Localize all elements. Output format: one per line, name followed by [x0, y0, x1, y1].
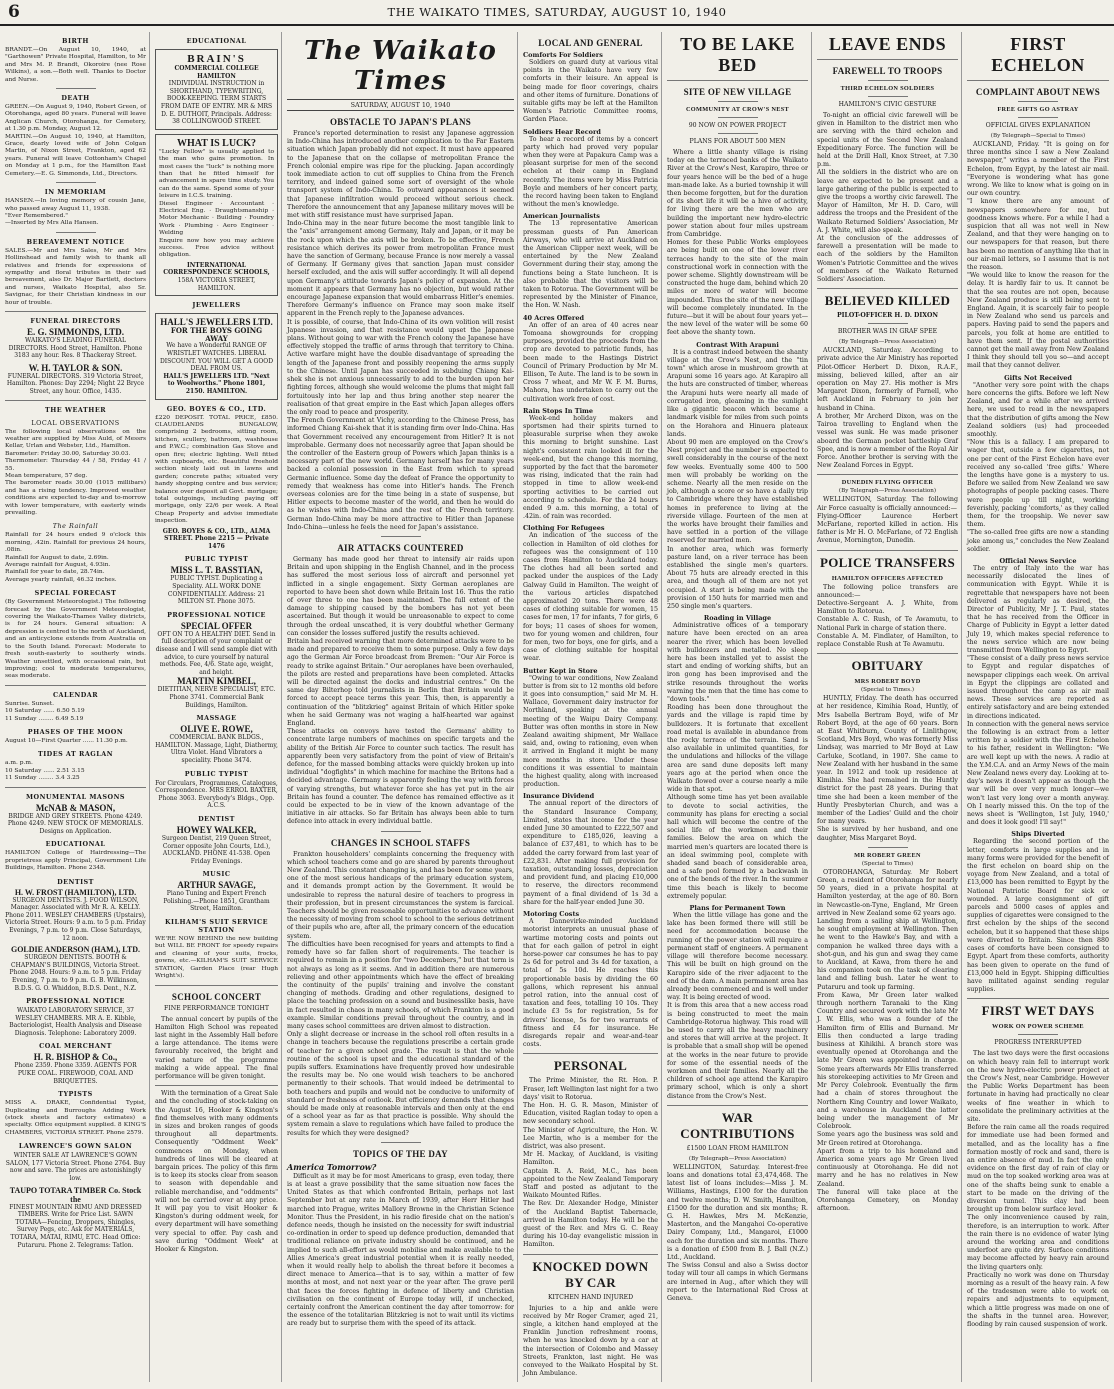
- personal-text: The Prime Minister, the Rt. Hon. P. Fraser, left Wellington last night for a two days' visit to Rotorua. The Hon. H. G. R. Mason, Minister of Education, visited Raglan today to open a new secondary school. The Minister of Agriculture, the Hon. W. Lee Martin, who is a member for the district, was also present. Mr H. Mackay, of Auckland, is visiting Hamilton. Captain R. A. Reid, M.C., has been appointed to the New Zealand Temporary Staff and posted as adjutant to the Waikato Mounted Rifles. The Rev. Dr. Alexander Hodge, Minister of the Auckland Baptist Tabernacle, arrived in Hamilton today. He will be the guest of the Rev. and Mrs G. C. Reay during his 10-day evangelistic mission in Hamilton.: [523, 1077, 658, 1249]
- divider: [56, 182, 96, 183]
- item-heading: Soldiers Hear Record: [523, 127, 601, 136]
- dunedin-headline: DUNEDIN FLYING OFFICER: [841, 479, 934, 487]
- column-leave-ends: [814, 32, 962, 1382]
- war-contributions-text: WELLINGTON, Saturday. Interest-free loans and donations total £3,474,468. The latest list of loans includes:—Miss J. M. Williams, Hastings, £100 for the duration and twelve months; D. W. Smith, Hamilton, £1500 for the duration and six months; R. G. H. Hawkes, Mrs M. McKenzie, Masterton, and the Mangahoi Co-operative Dairy Company, Ltd., Mangaroi, £1000 each for the duration and six months. There is a donation of £500 from B. J. Ball (N.Z.) Ltd., Auckland. The Swiss Consul and also a Swiss doctor today will tour all camps in which Germans are interned in Aug., after which they will report to the International Red Cross at Geneva.: [667, 1163, 808, 1302]
- jeweller-address: HALL'S JEWELLERS LTD. "Next to Woolworths." Phone 1801, 2150. HAMILTON.: [163, 372, 270, 395]
- knocked-down-subheading: KITCHEN HAND INJURED: [547, 1293, 634, 1301]
- leave-ends-headline: LEAVE ENDS: [828, 34, 947, 54]
- editorial-headline: OBSTACLE TO JAPAN'S PLANS: [329, 117, 472, 127]
- editorial-text: Germany has made good her threat to intensify air raids upon Britain and upon shipping in the English Channel, and in the process has suffered the most serious loss of aircraft and personnel yet inflicted in a single engagement. Sixty German aeroplanes are reported to have been shot down while Britain lost 16. Thus the ratio of over three to one has been maintained. The full extent of the damage to shipping caused by the bombers has not yet been ascertained. But though it would be unreasonable to expect to come through the ordeal unscathed, it is very doubtful whether Germany can consider the losses suffered justify the results achieved. Britain had received warning that more determined attacks were to be made and prepared to receive them to some purpose. Only a few days ago the German Air Force broadcast from Bremen: "Our Air Force is ready to strike against Britain." Our aeroplanes have been overhauled, the pilots are rested and preparations have been completed. Attacks will be directed against the docks and industrial centres." On the same day Bilterhop told journalists in Berlin that Britain would be forced to accept peace terms this year. This, then, is apparently a continuation of the "blitzkrieg" against Britain of which Hitler spoke when he said Germany was not waging a half-hearted war against England. These attacks on convoys have tested the Germans' ability to concentrate large numbers of machines on specific targets and the ability of the British Air Force to counter such tactics. The result has apparently been very satisfactory from the point of view of Britain's defence, for the massed bombing attacks were quickly broken up into individual "dogfights" in which machine for machine the Britons had a decided advantage. Germany is apparently feeling the way with forces of varying strengths, but whatever force she has yet put in the air Britain has found a counter. The defence has remained effective as it could be expected to be in view of the known advantage of the initiative in air attacks. So far Britain has always been able to turn defence into attack in every individual battle.: [287, 555, 514, 826]
- column-lake-bed: [664, 32, 812, 1382]
- offer-title: SPECIAL OFFER: [180, 620, 253, 631]
- monument-ad-title: McNAB & MASON,: [35, 802, 116, 813]
- divider: [868, 80, 908, 81]
- item-heading: American Journalists: [523, 212, 600, 221]
- public-typist-heading: PUBLIC TYPIST: [184, 769, 249, 778]
- obituary-text: HUNTLY, Friday. The death has occurred at her residence, Kimihia Road, Huntly, of Mrs Isabella Bertram Boyd, wife of Mr Robert Boyd, at the age of 60 years. Born at East Whitburn, County of Linlithgow, Scotland, Mrs Boyd, who was formerly Miss Lindsay, was married to Mr Boyd at Law Carluke, Scotland, in 1907. She came to New Zealand with her husband in the same year. In 1912 and took up residence at Kimihia. She had remained in the Huntly district for the past 28 years. During that time she had been a keen member of the Huntly Presbyterian Church, and was a member of the Ladies' Guild and the choir for many years. She is survived by her husband, and one daughter, Miss Margaret Boyd.: [817, 695, 958, 842]
- item-text: An offer of an area of 40 acres near Tomoana showgrounds for cropping purposes, provided the proceeds from the crop are devoted to patriotic funds, has been made to the Hastings District Council of Primary Production by Mr M. Ellison, Te Aute. The land is to be sown in Cross 7 wheat, and Mr W. F. M. Burns, Mahora, has undertaken to carry out the cultivation work free of cost.: [523, 321, 658, 403]
- divider: [523, 1254, 658, 1255]
- divider: [381, 1142, 421, 1143]
- personal-headline: PERSONAL: [553, 1058, 628, 1074]
- item-heading: 40 Acres Offered: [523, 313, 585, 322]
- page-number: 6: [8, 2, 20, 22]
- memoriam-heading: IN MEMORIAM: [44, 188, 107, 197]
- brains-title: BRAIN'S: [187, 53, 246, 65]
- weather-heading: THE WEATHER: [44, 405, 107, 414]
- press-byline: (By Telegraph—Press Association): [838, 488, 937, 495]
- concert-headline: SCHOOL CONCERT: [171, 991, 262, 1002]
- divider: [718, 133, 758, 134]
- birth-heading: BIRTH: [62, 37, 89, 45]
- brains-subtitle: COMMERCIAL COLLEGE HAMILTON: [174, 65, 259, 80]
- column-first-echelon: [964, 32, 1112, 1382]
- editorial-text: France's reported determination to resist any Japanese aggression in Indo-China has introduced another complication to the Far Eastern situation which Japan probably did not expect. It must have appeared to the Japanese that on the collapse of metropolitan France the French colonial empire was ripe for the plucking. Japan accordingly took immediate action to cut off supplies to China from the French territory, and indeed gained some sort of oversight of the whole transport system of Indo-China. To outward appearances it seemed that Japanese infiltration would proceed without serious check. Therefore the announcement that any Japanese military moves will be met with stiff resistance must have surprised Japan. Indo-China may in the near future become the most tangible link to the "axis" arrangement among Germany, Italy and Japan, or it may be the rock upon which the axis will be broken. To be effective, French resistance which derives its power from metropolitan France must have the sanction of Germany, because France is now merely a vassal of Germany. If Germany gives that sanction Japan must consider herself excluded, and the axis will suffer accordingly. It will all depend upon Germany's attitude towards Japan's policy of expansion. At the moment it appears that Germany has no objection, but would rather encourage Japanese expansion that would embarrass Hitler's enemies. Therefore Germany's influence on France may soon make itself apparent in the French reply to the Japanese advances. It is possible, of course, that Indo-China of its own volition will resist Japanese invasion, and that resistance would upset the Japanese plans. Without going to war with the French colony the Japanese have effectively stopped the traffic of arms through that territory to China. Active warfare might have the double disadvantage of spreading the length of the Japanese front and possibly reopening the arms supply to the Chinese. Until Japan has succeeded in subduing Chiang Kai-shek she is not anxious unnecessarily to add to the burden upon her fighting forces, although she would welcome the plums that might fall fortuitously into her lap and thus bring another step nearer the realisation of that great empire in the East which Japan alleges offers the only road to peace and prosperity. The French Government at Vichy, according to the Chinese Press, has informed Chiang Kai-shek that it is standing firm over Indo-China. Has that Government received any encouragement from Hitler? It is not improbable. Germany does not necessarily agree that Japan should be the controller of the Eastern group of Powers which Japan thinks is a necessary part of the new world. Germany herself has for many years backed a colonial possession in the East from which to spread Germanic influence. Some day the defeat of France the opportunity to remedy that weakness has come into Hitler's hands. The French overseas colonies are for the time being in a state of suspense, but Hitler expects to become master of the world, and then he would do as he wishes with Indo-China and the rest of the French territory. German Indo-China may be more attractive to Hitler than Japanese Indo-China—unless he feels the need for Japan's assistance.: [287, 130, 514, 531]
- lake-bed-text: When the little village has gone and the lake has been formed there will still be need for accommodation because the running of the power station will require a permanent staff of engineers. A permanent village will therefore become necessary. This will be built on high ground on the Karapiro side of the river adjacent to the end of the dam. A main permanent area has already been commenced and is well under way. It is being erected of wood. It is from this area that a new access road is being constructed to meet the main Cambridge-Rotorua highway. This road will be used to carry all the heavy machinery and stores that will arrive at the project. It is probable that a small shop will be opened at the works in the near future to provide for some of the essential needs of the workmen and their families. Nearly all the children of school age attend the Karapiro primary school, which is only a short distance from the Crow's Nest.: [667, 912, 808, 1100]
- divider: [155, 985, 278, 986]
- editorial-date: SATURDAY, AUGUST 10, 1940: [287, 99, 514, 111]
- tides-heading: TIDES AT RAGLAN: [37, 750, 114, 759]
- divider: [5, 787, 146, 788]
- lake-bed-subheadline: SITE OF NEW VILLAGE: [683, 87, 792, 97]
- divider: [718, 101, 758, 102]
- divider: [718, 117, 758, 118]
- divider: [967, 998, 1109, 999]
- divider: [381, 831, 421, 832]
- dentist-heading: DENTIST: [57, 877, 94, 886]
- salon-text: WINTER SALE AT LAWRENCE'S GOWN SALON, 177 Victoria Street. Phone 2764. Buy now and save. The prices are astonishingly low.: [5, 1152, 146, 1183]
- calendar-text: Sunrise. Sunset. 10 Saturday ...... 6.50 5.19 11 Sunday ........ 6.49 5.19: [5, 700, 85, 722]
- believed-killed-text: AUCKLAND, Saturday. According to private advice the Air Ministry has reported Pilot-Officer Herbert D. Dixon, R.A.F., missing, believed killed, after an air operation on May 27. His mother is Mrs Margaret Dixon, formerly of Parnell, who left Auckland in February to join her husband in China. A brother, Mr Archerd Dixon, was on the Tairoa travelling to England when the vessel was sunk. He was made prisoner aboard the German pocket battleship Graf Spee, and is now a member of the Royal Air Force. Another brother is serving with the New Zealand Forces in Egypt.: [817, 347, 958, 470]
- lake-bed-deck: COMMUNITY AT CROW'S NEST: [685, 106, 790, 113]
- obituary-subheading: MRS ROBERT BOYD: [854, 678, 921, 686]
- believed-killed-headline: BELIEVED KILLED: [824, 293, 951, 309]
- monument-heading: MONUMENTAL MASONS: [25, 792, 126, 801]
- rainfall-subheading: The Rainfall: [52, 522, 99, 531]
- first-echelon-text: Regarding the second portion of the letter, comforts in large supplies and in many forms were provided for the benefit of the first echelon on board ship on the voyage from New Zealand, and a total of £13,000 has been remitted to Egypt by the National Patriotic Board for sick or wounded. A large consignment of gift parcels and 5000 cases of apples and supplies of cigarettes were consigned to the first echelon by the ships of the second echelon, but it so happened that these ships were diverted to Britain. Since then 880 cases of comforts have been consigned to Egypt. Apart from these comforts, authority has been given to operate on the fund of £13,000 held in Egypt. Shipping difficulties have militated against sending regular supplies.: [967, 838, 1109, 994]
- first-echelon-deck: OFFICIAL GIVES EXPLANATION: [985, 122, 1091, 129]
- ics-title: INTERNATIONAL CORRESPONDENCE SCHOOLS,: [163, 261, 270, 277]
- section-subheading: Ships Diverted: [1011, 830, 1065, 839]
- funeral-ad-title: E. G. SIMMONDS, LTD.: [27, 326, 124, 337]
- music-text: Piano Tuning and Expert French Polishing.—Phone 1851, Grantham Street, Hamilton.: [163, 890, 270, 913]
- newspaper-nameplate: The Waikato Times: [304, 36, 497, 96]
- death-notice: GREEN.—On August 9, 1940, Robert Green, of Otorohanga, aged 80 years. Funeral will leave Anglican Church, Otorohanga, for Cemetery, at 1.30 p.m. Monday, August 12. MARTIN.—On August 10, 1940, at Hamilton, Grace, dearly loved wife of John Colgan Martin, of Nixon Street, Frankton, aged 62 years. Funeral will leave Cottonham's Chapel on Monday at 1 p.m., for the Hamilton East Cemetery.—E. G. Simmonds, Ltd., Directors.: [5, 104, 146, 177]
- divider: [56, 232, 96, 233]
- weather-subheading: LOCAL OBSERVATIONS: [31, 418, 120, 427]
- first-wet-days-text: The last two days were the first occasions on which heavy rain fell to interrupt work on the new hydro-electric power project at the Crow's Nest, near Cambridge. However the Public Works Department has been fortunate in having had practically no clear weeks of fine weather in which to consolidate the preliminary activities at the site. Before the rain came all the roads required for immediate use had been formed and metalled, and as the locality has a fine formation mostly of rock and sand, there is an entire absence of mud. In fact the only evidence on the first day of rain of clay or mud on the top soaked working area was at one of the shafts being sunk to enable a start to be made on the driving of the diversion tunnel. This clay had been brought up from below surface level. The only inconvenience caused by rain, therefore, is an interruption to work. After the rain there is no evidence of water lying around the working area and conditions underfoot are quite dry. Surface conditions may become affected by heavy rain around the living quarters only. Practically no work was done on Thursday morning as a result of the heavy rain. A few of the tradesmen were able to work on repairs and adjustments to equipment, which a little progress was made on one of the shafts in the tunnel area. However, flooding by rain caused suspension of work.: [967, 1050, 1109, 1329]
- lake-bed-text: Administrative offices of a temporary nature have been erected on an area nearer the river, which has been levelled with bulldozers and metalled. No sleep here has been installed yet to assist the start and ending of working shifts, but an iron gong has been improvised and the strike resounds throughout the works warning the men that the time has come to "down tools." Roading has been done throughout the yards and the village is rapid time by bulldozers. It is fortunate that excellent road metal is available in abundance from the rocky terrace of the terrain. Sand is also available in unlimited quantities, for the undulations and hillocks of the village area are sand dune deposits left many years ago at the period when once the Waikato flowed over a course nearly a mile wide in that spot. Although some time has yet been available to devote to social activities, the community has plans for erecting a social hall which will become the centre of the social life of the workmen and their families. Below the area on which the married men's quarters are located there is an ideal swimming pool, complete with shaded sand beach of considerable area, and a safe pool formed by a backwash in one of the bends of the river. In the summer time this beach is likely to become extremely popular.: [667, 622, 808, 900]
- knocked-down-headline: KNOCKED DOWN BY CAR: [532, 1258, 649, 1290]
- column-advertisements: [152, 32, 282, 1382]
- item-heading: Butter Kept in Store: [523, 666, 598, 675]
- local-general-headline: LOCAL AND GENERAL: [538, 38, 643, 48]
- dentist-ad-text: SURGEON DENTISTS. J. FOOD WILSON, Manager. Associated with Mr R. A. KELLY. Phone 2011. WESLEY CHAMBERS (Upstairs), Victoria Street. Hours: 9 a.m. to 5 p.m. Friday Evenings, 7 p.m. to 9 p.m. Close Saturdays, 12 noon.: [5, 896, 146, 942]
- obituary-headline: OBITUARY: [851, 658, 924, 674]
- music-heading: MUSIC: [202, 870, 231, 879]
- first-echelon-subheadline: COMPLAINT ABOUT NEWS: [975, 87, 1101, 97]
- dentist-ad-text: SURGEON DENTISTS. BOOTH & CHAPMAN'S BUILDINGS, Victoria Street. Phone 2048. Hours: 9 a.m. to 5 p.m. Friday Evening, 7 p.m. to 9 p.m. G. B. Wilkinson, B.D.S. G. O. Whiddon, B.D.S. Dent., N.Z.: [9, 954, 142, 992]
- divider: [523, 1053, 658, 1054]
- item-text: "Owing to war conditions, New Zealand butter is from six to 12 months old before it goes into consumption," said Mr M. H. Wallace, Government dairy instructor for Northland, speaking at the annual meeting of the Waipu Dairy Company. Butter was often months in store in New Zealand awaiting shipment, Mr Wallace said, and, owing to rationing, even when it arrived in England it might be many more months in store. Under these conditions it was essential to maintain the highest quality, along with increased production.: [523, 674, 658, 789]
- weather-text: The following local observations on the weather are supplied by Miss Auld, of Messrs Kellar, Urlan and Webster, Ltd., Hamilton. Barometer: Friday 30.00, Saturday 30.03. Thermometer: Thursday 44 / 58, Friday 41 / 55. Mean temperature, 57 deg. The barometer reads 30.00 (1015 millibars) and has a rising tendency. Improved weather conditions are expected to-day and to-morrow with lower temperature, with easterly winds prevailing.: [5, 428, 146, 516]
- tides-text: a.m. p.m. 10 Saturday ...... 2.51 3.15 11 Sunday ........ 3.4 3.25: [5, 760, 85, 782]
- editorial-headline: AIR ATTACKS COUNTERED: [337, 542, 464, 553]
- first-echelon-deck: FREE GIFTS GO ASTRAY: [997, 106, 1079, 113]
- funeral-ad-text: WAIKATO'S LEADING FUNERAL DIRECTORS. Hood Street, Hamilton. Phone 3183 any hour. Res. 8 Thackeray Street.: [8, 336, 143, 360]
- concert-subheading: FINE PERFORMANCE TONIGHT: [164, 1004, 269, 1012]
- divider: [967, 80, 1109, 81]
- divider: [5, 400, 146, 401]
- divider: [1018, 101, 1058, 102]
- jeweller-text: We have a Wonderful RANGE OF WRISTLET WATCHES. LIBERAL DISCOUNT. YOU WILL GET A GOOD DEAL FROM US.: [159, 342, 274, 373]
- special-byline: (Special to Times.): [860, 687, 915, 694]
- divider: [817, 474, 958, 475]
- divider: [155, 1085, 278, 1086]
- item-heading: Clothing For Refugees: [523, 524, 605, 533]
- professional-heading: PROFESSIONAL NOTICE: [26, 997, 125, 1006]
- divider: [381, 536, 421, 537]
- divider: [1018, 117, 1058, 118]
- first-echelon-text: AUCKLAND, Friday. "It is going on for three months since I saw a New Zealand newspaper," writes a member of the First Echelon, from Egypt, by the latest air mail. "Everyone is wondering what has gone wrong. We like to know what is going on in our own country. "I know there are any amount of newspapers somewhere for me, but goodness knows where. For a while I had a suspicion that all was not well in New Zealand, and that they were hanging on to our newspapers for that reason, but there has been no mention of anything like that in our air-mail letters, so I assume that is not the reason. "We would like to know the reason for the delay. It is hardly fair to us. It cannot be that the sea routes are not open, because New Zealand produce is still being sent to England. Again, it is scarcely fair to people in New Zealand who send us parcels and papers. Having paid to send the papers and parcels, you folk at home are entitled to have them sent. If the postal authorities cannot get the mail away from New Zealand I think they should tell you so—and accept mail that they cannot deliver.: [967, 141, 1109, 370]
- coal-ad-text: Phone 2359. Phone 3359. AGENTS FOR PUKE COAL. FIREWOOD, COAL AND BRIQUETTES.: [14, 1062, 137, 1085]
- item-heading: Motoring Costs: [523, 910, 580, 919]
- jeweller-name: HALL'S JEWELLERS LTD.: [160, 317, 273, 328]
- jeweller-slogan: FOR THE BOYS GOING AWAY: [170, 326, 263, 343]
- jewellers-heading: JEWELLERS: [192, 301, 241, 310]
- coal-heading: COAL MERCHANT: [39, 1042, 112, 1051]
- special-byline: (Special to Times): [861, 860, 914, 867]
- special-byline: (By Telegraph—Special to Times): [990, 133, 1086, 139]
- bereavement-notice: SALES.—Mr and Mrs Sales, Mr and Mrs Hollinshead and family wish to thank all relatives and friends for expressions of sympathy and floral tributes in their sad bereavement, also Dr. Major Bartlett, doctors and nurses, Waikato Hospital, also Sr. Savignac, for their Christian kindness in our hour of trouble.: [5, 247, 146, 306]
- ics-ad: [155, 134, 278, 296]
- boyes-address: GEO. BOYES & CO., LTD., ALMA STREET. Phone 2215 — Private 1476: [162, 527, 271, 550]
- kimbel-text: DIETITIAN, NERVE SPECIALIST, ETC. Phone 3741. Commercial Bank Buildings, Hamilton.: [157, 686, 276, 709]
- rainfall-text: Rainfall for 24 hours ended 9 o'clock this morning, .42in. Rainfall for previous 24 hours, .08in. Rainfall for August to date, 2.69in. Average rainfall for August, 4.93in. Rainfall for year to date, 28.74in. Average yearly rainfall, 46.32 inches.: [5, 532, 146, 583]
- educational-heading: EDUCATIONAL: [45, 840, 106, 849]
- divider: [817, 288, 958, 289]
- first-echelon-text: The entry of Italy into the war has necessarily dislocated the lines of communication with Egypt. While it is regrettable that newspapers have not been delivered as regularly as desired, the Director of Publicity, Mr J. T. Paul, states that he has received from the Officer in Charge of Publicity in Egypt a letter dated July 19, which makes special reference to the news service which are now being transmitted from Wellington to Egypt. "These consist of a daily press news service to Egypt and regular dispatches of newspaper clippings each week. On arrival in Egypt the clippings are collated and issued throughout the camp as air mail news. These services are reported as entirely satisfactory and are being extended in directions indicated. In connection with the general news service the following is an extract from a letter written by a soldier with the First Echelon to his father, resident in Wellington: "We are well kept up with the news. A radio at the Y.M.C.A. and an Army News of the main New Zealand news every day. Looking at to-day's news it doesn't appear as though the war will be over very much longer—we won't last very long over a month anyway. Oh I nearly missed this. On the top of the news sheet is 'Wellington, 1st July, 1940,' and does it look good! I'll say!": [967, 564, 1109, 827]
- ics-address: 158A VICTORIA STREET, HAMILTON.: [177, 277, 256, 292]
- war-contributions-headline: WAR CONTRIBUTIONS: [680, 1109, 795, 1141]
- item-text: Week-end holiday makers and sportsmen had their spirits turned to pleasurable surprise when they awoke this morning to bright sunshine. Last night's consistent rain looked ill for the week-end, but the change this morning, supported by the fact that the barometer was rising, indicated that the rain had stopped in time to allow week-end sporting activities to be carried out according to schedule. For the 24 hours ended 9 a.m. this morning, a total of .42in. of rain was recorded.: [523, 414, 658, 521]
- divider: [1018, 1034, 1058, 1035]
- knocked-down-text: Injuries to a hip and ankle were received by Mr Roger Cramer, aged 21, single, a kitchen hand employed at the Franklin Junction refreshment rooms, when he was knocked down by a car at the intersection of Colombo and Massey Streets, Frankton, last night. He was conveyed to the Waikato Hospital by St. John Ambulance.: [523, 1304, 658, 1378]
- divider: [868, 96, 908, 97]
- believed-killed-subheading: BROTHER WAS IN GRAF SPEE: [837, 328, 938, 336]
- item-text: An indication of the success of the collection in Hamilton of old clothes for refugees was the consignment of 110 cases from Hamilton to Auckland today. The clothes had all been sorted and packed under the auspices of the Lady Galway Guild in Hamilton. The weight of the various articles dispatched approximated 20 tons. There were 48 cases of clothing suitable for women, 15 cases for men, 17 for infants, 7 for girls, 6 for boys; 11 cases of shoes for women, two for young women and children, four for men, two for boys, one for girls, and a case of clothing suitable for hospital wear.: [523, 532, 658, 663]
- timber-ad-text: FINEST MOUNTAIN RIMU AND DRESSED TIMBERS. Write for Price List. SAWN TOTARA—Fencing, Droppers, Shingles, Survey Pegs, etc. Ask for MATERIALS, TOTARA, MATAI, RIMU, ETC. Head Office: Putaruru. Phone 2. Telegrams: Tatlon.: [9, 1203, 142, 1249]
- divider: [817, 653, 958, 654]
- section-subheading: Gifts Not Received: [1004, 373, 1072, 382]
- calendar-heading: CALENDAR: [52, 690, 99, 699]
- item-text: Soldiers on guard duty at various vital points in the Waikato have very few comforts in their leisure. An appeal is being made for floor coverings, chairs and other items of furniture. Donations of suitable gifts may be left at the Hamilton Women's Patriotic Committee rooms, Garden Place.: [523, 59, 658, 124]
- offer-text: OFT ON TO A HEALTHY DIET. Send in full description of your complaint or disease and I will send sample diet with advice, to cure yourself by natural methods. Fee, 4/6. State age, weight, and height.: [155, 630, 278, 676]
- police-transfers-subheading: HAMILTON OFFICERS AFFECTED: [831, 574, 944, 582]
- dentist-ad-title: H. W. FROST (HAMILTON), LTD.: [14, 887, 137, 897]
- coal-ad-title: H. R. BISHOP & Co.,: [33, 1052, 118, 1063]
- obituary-text: OTOROHANGA, Saturday. Mr Robert Green, a resident of Otorohanga for nearly 50 years, died in a private hospital at Hamilton yesterday, at the age of 80. Born in Newcastle-on-Tyne, England, Mr Green arrived in New Zealand some 62 years ago. Landing from a sailing ship at Wellington, he sought employment at Wellington. Then he went to the Hawke's Bay, and with a companion he walked three days with a shot-gun, and his gun and swag they came to Auckland, at Kawa, from there he and his companion took on the task of clearing land and felling bush. Later he went to Putaruru and took up farming. From Kawa, Mr Green later walked through northern Taranaki to the King Country and secured work with the late Mr J. W. Ellis, who was a founder of the Hamilton firm of Ellis and Burnand. Mr Ellis then conducted a large trading business at Kihikihi. A branch store was eventually opened at Otorohanga and the late Mr Green was appointed in charge. Some years afterwards Mr Ellis transferred his storekeeping activities to Mr Green and Mr Percy Colebrook. Eventually the firm had a chain of stores throughout the Northern King Country and lower Waikato, and a warehouse in Auckland the latter being under the management of Mr Colebrook. Some years ago the business was sold and Mr Green retired at Otorohanga. Apart from a trip to his homeland and America some years ago Mr Green lived continuously at Otorohanga. He did not marry and he has no relatives in New Zealand. The funeral will take place at the Otorohanga Cemetery, on Monday afternoon.: [817, 868, 958, 1213]
- dentist-heading: DENTIST: [198, 814, 235, 823]
- memoriam-notice: HANSEN.—In loving memory of cousin Jane, who passed away August 11, 1938. "Ever Remembered." —Inserted by Mrs Alla Hansen.: [5, 198, 146, 227]
- divider: [5, 685, 146, 686]
- believed-killed-subheading: PILOT-OFFICER H. D. DIXON: [836, 312, 939, 320]
- dentist-ad-title: GOLDIE ANDERSON (HAM.), LTD.: [10, 945, 141, 955]
- sale-text: With the termination of a Great Sale and the concluding of stock-taking on the August 16, Hooker & Kingston's find themselves with many oddments in sizes and broken ranges of goods throughout all departments. Consequently "Oddment Week" commences on Monday, when hundreds of lines will be cleared at bargain prices. The policy of this firm is to keep its stocks clear from season to season with dependable and reliable merchandise, and "oddments" will not be carried over at any price. It will pay you to visit Hooker & Kingston's during oddment week, for every department will have something very special to offer. Pay cash and save during "Oddment Week" at Hooker & Kingston.: [155, 1090, 278, 1253]
- birth-notice: BRANDT.—On August 10, 1940, at "Garthowen" Private Hospital, Hamilton, to Mr and Mrs M. P. Brandt, Okoroire (nee Rose Wilkins), a son.—Both well. Thanks to Doctor and Nurse.: [5, 47, 146, 83]
- death-heading: DEATH: [61, 94, 90, 103]
- public-typist-heading: PUBLIC TYPIST: [184, 555, 249, 564]
- walker-title: HOWEY WALKER,: [176, 824, 257, 835]
- moon-text: August 10—First Quarter ...... 11.30 p.m.: [5, 737, 128, 744]
- monument-ad-text: BRIDGE AND GREY STREETS. Phone 4249. Phone 4249. NEW STOCK OF MEMORIALS. Designs on Application.: [7, 812, 144, 835]
- typist-heading: TYPISTS: [58, 1090, 93, 1099]
- forecast-subheading: SPECIAL FORECAST: [34, 589, 117, 598]
- funeral-ad-title: W. H. TAYLOR & SON.: [28, 362, 123, 373]
- item-text: The annual report of the directors of the Standard Insurance Company, Limited, states that income for the year ended June 30 amounted to £222,507 and expenditure to £185,026, leaving a balance of £37,481, to which has to be added the carry forward from last year of £22,831. After making full provision for taxation, outstanding losses, depreciation and provident fund, and placing £10,000 to reserve, the directors recommend payment of a final dividend of 1s 3d a share for the half-year ended June 30.: [523, 800, 658, 906]
- typist-name: MISS L. T. BASSTIAN,: [170, 565, 263, 576]
- lake-bed-text: It is a contrast indeed between the shanty village at the Crow's Nest, and the "tin town" which arose in mushroom growth at Arapuni some 16 years ago. At Karapiro all the huts are constructed of timber, whereas the Arapuni huts were nearly all made of corrugated iron, gleaming in the sunlight like a gigantic beacon which became a landmark visible for miles from such points on the Horahora and Hinuera plateaux lands. About 90 men are employed on the Crow's Nest project and the number is expected to swell considerably in the course of the next few weeks. Eventually some 400 to 500 men will probably be working on the scheme. Nearly all the men reside on the job, although a score or so have a daily trip to Cambridge where they have established homes in preference to living at the riverside village. Fourteen of the men at the works have brought their families and have settled in a portion of the village reserved for married men. In another area, which was formerly pasture land, on a river terrace has been established the single men's quarters. About 75 huts are already erected in this area, and though all of them are not yet occupied. A start is being made with the provision of 150 huts for married men and 250 single men's quarters.: [667, 348, 808, 610]
- first-echelon-text: "Another very sore point with the chaps here concerns the gifts. Before we left New Zealand, and for a while after we arrived here, we used to read in the newspapers that the distribution of gifts among the New Zealand soldiers (us) had proceeded smoothly. "Now this is a fallacy. I am prepared to wager that, outside a few cigarettes, not one per cent of the First Echelon have ever received any so-called 'free gifts.' Where the lengths have gone is a mystery to us. Before we sailed from New Zealand we saw photographs of people packing cases. There were people up till night, working feverishly, packing 'comforts,' as they called them, for the troopship. We never saw them. "The so-called free gifts are now a standing joke among us," concludes the New Zealand soldier.: [967, 381, 1109, 553]
- police-transfers-headline: POLICE TRANSFERS: [820, 554, 955, 570]
- brains-college-ad: [155, 49, 278, 130]
- educational-text: HAMILTON College of Hairdressing—The proprietress apply Principal, Government Life Buildings, Hamilton. Phone 2348.: [5, 850, 146, 872]
- press-byline: (By Telegraph—Press Association): [838, 339, 937, 346]
- halls-jewellers-ad: [155, 313, 278, 399]
- item-text: The 13 representative American pressman guests of Pan American Airways, who will arrive at Auckland on the American Clipper next week, will be entertained by the New Zealand Government during their stay, among the functions being a State luncheon. It is also probable that the visitors will be taken to Rotorua. The Government will be represented by the Minister of Finance, the Hon. W. Nash.: [523, 220, 658, 310]
- first-wet-days-subheading: WORK ON POWER SCHEME: [992, 1023, 1084, 1031]
- moon-heading: PHASES OF THE MOON: [27, 727, 124, 736]
- first-wet-days-headline: FIRST WET DAYS: [981, 1003, 1095, 1019]
- lake-bed-deck: PLANS FOR ABOUT 500 MEN: [689, 138, 786, 145]
- brains-text: INDIVIDUAL INSTRUCTION in SHORTHAND, TYPEWRITING, BOOK-KEEPING. TERM STARTS FROM DATE OF ENTRY. MR & MRS D. E. DUTHOIT, Principals. Address: 38 COLLINGWOOD STREET.: [160, 80, 273, 126]
- column-classifieds: [2, 32, 150, 1382]
- kimbel-title: MARTIN KIMBEL,: [177, 676, 256, 687]
- item-heading: Comforts For Soldiers: [523, 51, 603, 59]
- topics-headline: TOPICS OF THE DAY: [353, 1148, 448, 1159]
- divider: [868, 847, 908, 848]
- kilham-heading: KILHAM'S SUIT SERVICE STATION: [164, 918, 269, 935]
- leave-ends-text: To-night an official civic farewell will be given in Hamilton to the district men who are serving with the third echelon and special units of the Second New Zealand Expeditionary Force. The function will be held at the Drill Hall, Knox Street, at 7.30 p.m. All the soldiers in the district who are on leave are expected to be present and a large gathering of the public is expected to give the troops a worthy civic farewell. The Mayor of Hamilton, Mr H. D. Caro, will address the troops and the President of the Waikato Returned Soldiers' Association, Mr A. J. White, will also speak. At the conclusion of the addresses of farewell a presentation will be made to each of the soldiers by the Hamilton Women's Patriotic Committee and the wives of members of the Waikato Returned Soldiers' Association.: [817, 112, 958, 284]
- professional-text: WAIKATO LABORATORY SERVICE, 37 WESLEY CHAMBERS. MR A. E. Kibble, Bacteriologist, Health Analysis and Disease Diagnosis. Telephone: Laboratory 2009.: [9, 1007, 142, 1037]
- typist-text: PUBLIC TYPIST. Duplicating a Speciality. ALL WORK DONE CONFIDENTIALLY. Address: 21 MILTON ST. Phone 3075.: [167, 575, 266, 606]
- masthead: [0, 0, 1114, 26]
- obituary-subheading: MR ROBERT GREEN: [854, 851, 921, 859]
- timber-ad-title: TAUPO TOTARA TIMBER Co. Stock the: [9, 1185, 142, 1204]
- divider: [817, 550, 958, 551]
- police-transfers-text: The following police transfers are announced:— Detective-Sergeant A. J. White, from Hamilton to Rotorua. Constable A. C. Rush, of Te Awamutu, to National Park in charge of station there. Constable A. M. Findlater, of Hamilton, to replace Constable Rush at Te Awamutu.: [817, 583, 958, 648]
- column-local-general: [520, 32, 662, 1382]
- leave-ends-deck: HAMILTON'S CIVIC GESTURE: [838, 101, 937, 108]
- massage-title: OLIVE E. ROWE,: [180, 724, 253, 735]
- massage-heading: MASSAGE: [196, 714, 237, 723]
- walker-text: Surgeon Dentist, 219 Queen Street, Corner opposite John Courts, Ltd.), AUCKLAND. PHONE 41-538. Open Friday Evenings.: [161, 834, 272, 865]
- funeral-ad-text: FUNERAL DIRECTORS. 319 Victoria Street, Hamilton. Phones: Day 2294; Night 22 Bryce Street, any hour. Office, 1435.: [6, 372, 145, 395]
- section-subheading: Contrast With Arapuni: [696, 340, 779, 349]
- divider: [5, 311, 146, 312]
- item-heading: Rain Stops In Time: [523, 406, 594, 415]
- item-text: To hear a record of items by a concert party which had proved very popular when they were at Papakura Camp was a pleasant surprise for men of the second echelon at their camp in England recently. The items were by Miss Patricia Boyle and members of her concert party, the record having been taken to England without the men's knowledge.: [523, 135, 658, 209]
- boyes-heading: GEO. BOYES & CO., LTD.: [166, 404, 267, 413]
- leave-ends-deck: THIRD ECHELON SOLDIERS: [840, 85, 935, 92]
- item-heading: Insurance Dividend: [523, 792, 595, 801]
- topics-text: Difficult as it may be for most Americans to grasp, even today, there is at least a grave possibility that the same situation now faces the United States as that which confronted Britain, perhaps not last September but at any rate in March of 1939, after Herr Hitler had marched into Prague, writes Mallory Browne in the Christian Science Monitor. Thus the President, in his radio fireside chat on the nation's defence needs, though he insisted on the necessity for swift industrial co-ordination in order to speed up defence production, demanded that traditional reliance on private industry should be continued, and he implied to such all-effort as would mobilise and make available to the Allies America's great industrial potential when it is really needed, when it would really help to abolish the threat before it becomes a direct menace to America—that is to say, within a matter of few months at most, and not next year or the year after. The grave peril that faces the forces fighting in defence of liberty and Christian civilisation on the continent of Europe today will, if unchecked, certainly confront the American continent the day after tomorrow: for the essence of the totalitarian Blitzkrieg is not to wait until its victims are ready but to surprise them with the speed of its attack.: [287, 1172, 514, 1328]
- divider: [868, 323, 908, 324]
- lake-bed-text: Where a little shanty village is rising today on the terraced banks of the Waikato River at the Crow's Nest, Karapiro, three or four years hence will be the bed of a huge man-made lake. As a buried township it will then become forgotten, but for the duration of its short life it will be a hive of activity, for living there are the men who are building the important new hydro-electric power station about four miles upstream from Cambridge. Homes for these Public Works employees are being built on one of the lower river terraces handy to the site of the main constructional work in connection with the power scheme. Slightly downstream will be constructed the huge dam, behind which 20 miles or more of water will become impounded. Thus the site of the new village will become completely inundated. In the future—but it will be about four years yet—the new level of the water will be some 60 feet above the shanty town.: [667, 149, 808, 337]
- item-text: A Dannevirke-minded Auckland motorist interprets an unusual phase of wartime motoring costs and points out that for each gallon of petrol in eight horse-power car consumes he has to pay 2s 6d for petrol and 3s 4d for taxation, a total of 5s 10d. He reaches this proportionable basis by dividing the 60 gallons, which represent his annual petrol ration, into the annual cost of taxation and fees, totalling 10 10s. They include £3 5s for registration, 5s for drivers' license, 5s for two warrants of fitness and £4 for insurance. He disregards repair and wear-and-tear costs.: [523, 918, 658, 1049]
- educational-heading: EDUCATIONAL: [186, 37, 247, 45]
- lake-bed-deck: 90 NOW ON POWER PROJECT: [688, 122, 787, 129]
- typist-text: For Circulars, Programmes, Catalogues, Correspondence. MRS ERROL BAXTER, Phone 3063. Everybody's Bldgs., Opp. A.C.S.: [155, 779, 278, 810]
- professional-heading: PROFESSIONAL NOTICE: [167, 610, 266, 619]
- luck-text: "Lucky Fellow" is usually applied to the man who gains promotion. In most cases the "luck" is nothing more than that he fitted himself for advancement in spare time study. You can do the same. Spend some of your leisure in I.C.S. training. Diesel Engineer · Accountant · Electrical Eng. · Draughtsmanship · Motor Mechanic · Building · Foundry Work · Plumbing · Aero Engineer · Welding Enquire now how you may achieve success. Free advice without obligation.: [159, 148, 274, 259]
- divider: [817, 59, 958, 60]
- luck-title: WHAT IS LUCK?: [176, 137, 257, 149]
- leave-ends-subheadline: FAREWELL TO TROOPS: [832, 66, 943, 76]
- first-echelon-headline: FIRST ECHELON: [991, 34, 1085, 75]
- editorial-headline: CHANGES IN SCHOOL STAFFS: [330, 837, 471, 848]
- typist-text: MISS A. DRAKE, Confidential Typist, Duplicating and Burroughs Adding Work (stock sheets and factory estimates) a specialty. Office equipment supplied. 8 KING'S CHAMBERS, VICTORIA STREET. Phone 2579.: [5, 1100, 146, 1136]
- boyes-text: £220 DEPOSIT. TOTAL PRICE, £850. CLAUDELANDS BUNGALOW, comprising 2 bedrooms, sitting room, kitchen, scullery, bathroom, washhouse and P.W.C.; combination Gas Stove and open fire; electric lighting. Well fitted with cupboards, etc. Beautiful freehold section nicely laid out in lawns and garden; concrete paths; situated very handy shopping centre and bus service; balance over deposit all Govt. mortgage; total outgoings, including paying off mortgage, only 22/6 per week. A Real Cheap Property and advise immediate inspection.: [155, 414, 278, 525]
- lake-bed-headline: TO BE LAKE BED: [680, 34, 795, 75]
- salon-heading: LAWRENCE'S GOWN SALON: [18, 1142, 133, 1151]
- column-editorial: [284, 32, 518, 1382]
- section-subheading: Official News Service: [999, 556, 1077, 565]
- music-title: ARTHUR SAVAGE,: [177, 880, 256, 891]
- massage-text: COMMERCIAL BANK BLDGS., HAMILTON. Massage, Light, Diathermy, Ultra Violet. Hand Vibrators a speciality. Phone 3474.: [155, 734, 278, 764]
- bereavement-heading: BEREAVEMENT NOTICE: [26, 237, 125, 246]
- newspaper-header: THE WAIKATO TIMES, SATURDAY, AUGUST 10, 1940: [387, 5, 727, 19]
- section-subheading: Plans for Permanent Town: [689, 904, 786, 913]
- forecast-text: (By Government Meteorologist.) The following forecast by the Government Meteorologist, covering the Waikato-Thames Valley districts, is for 24 hours. General situation: A depression is centred to the north of Auckland, and an anticyclone extends from Australia on to the South Island. Forecast: Moderate to fresh south-easterly to southerly winds. Weather unsettled, with occasional rain, but improving; cool to moderate temperatures, seas moderate.: [5, 599, 146, 680]
- divider: [56, 88, 96, 89]
- press-byline: (By Telegraph—Press Association): [688, 1155, 787, 1162]
- divider: [667, 80, 808, 81]
- editorial-text: Frankton householders' complaints concerning the frequency with which school teachers come and go are shared by parents throughout New Zealand. This constant changing is, and has been for some years, one of the most serious handicaps of the primary education system, and it demands prompt action by the Government. It would be undesirable to repress the natural desire of teachers to progress in their profession, but in present circumstances the system is farcical. Teachers should be given reasonable opportunities to advance without the necessity of moving from school to school to the serious detriment of their pupils who are, after all, the primary concern of the education system. The difficulties have been recognised for years and attempts to find a remedy have so far fallen short of requirements. The teacher is required to remain in a position for "two Decembers," but that term is not always as long as it seems. And in addition there are numerous relieving and other appointments which have the effect of breaking the continuity of the pupils' training and involve the constant changing of methods. Grading and other regulations, designed to place the teaching profession on a sound and businesslike basis, have in fact resulted in chaos in many schools, of which Frankton is a good example. Similar conditions prevail throughout the country, and in many cases school committees are driven almost to distraction. Only a slight decrease or increase in the school roll often results in a change in teachers because the regulations prescribe a certain grade of teacher for a given school grade. The result is that the whole routine of the school is upset and the educational standard of the pupils suffers. Examinations have frequently proved how undesirable the results may be. No one would wish teachers to be anchored permanently to their schools. That would indeed be detrimental to both teachers and pupils and would not be conducive to uniformity of standard or freshness of outlook. But efficiency demands that changes should be made only at reasonable intervals and then only at the end of a school year as far as that practice is possible. Why should the system remain a slave to regulations which have failed to produce the results for which they were designed?: [287, 850, 514, 1137]
- dunedin-text: WELLINGTON, Saturday. The following Air Force casualty is officially announced:— Flying-Officer Laurence Herbert McFarlane, reported killed in action. His father is Mr H. O. McFarlane, of 72 English Avenue, Mornington, Dunedin.: [817, 496, 958, 545]
- divider: [667, 1105, 808, 1106]
- first-wet-days-subheading: PROGRESS INTERRUPTED: [994, 1039, 1082, 1047]
- funeral-heading: FUNERAL DIRECTORS: [30, 316, 121, 325]
- topics-subheading: America Tomorrow?: [287, 1161, 377, 1172]
- section-subheading: Roading in Village: [703, 614, 772, 623]
- concert-text: The annual concert by pupils of the Hamilton High School was repeated last night in the Assembly Hall before a large attendance. The items were favourably received, the bright and varied nature of the programme making a wide appeal. The final performance will be given tonight.: [155, 1015, 278, 1080]
- kilham-text: WE'RE NOW BEHIND the new building but WILL BE FRONT for speedy repairs and cleaning of your suits, frocks, gowns, etc.—KILHAM'S SUIT SERVICE STATION, Garden Place (rear Hugh Wright's).: [155, 936, 278, 980]
- war-contributions-subheading: £1500 LOAN FROM HAMILTON: [686, 1144, 789, 1152]
